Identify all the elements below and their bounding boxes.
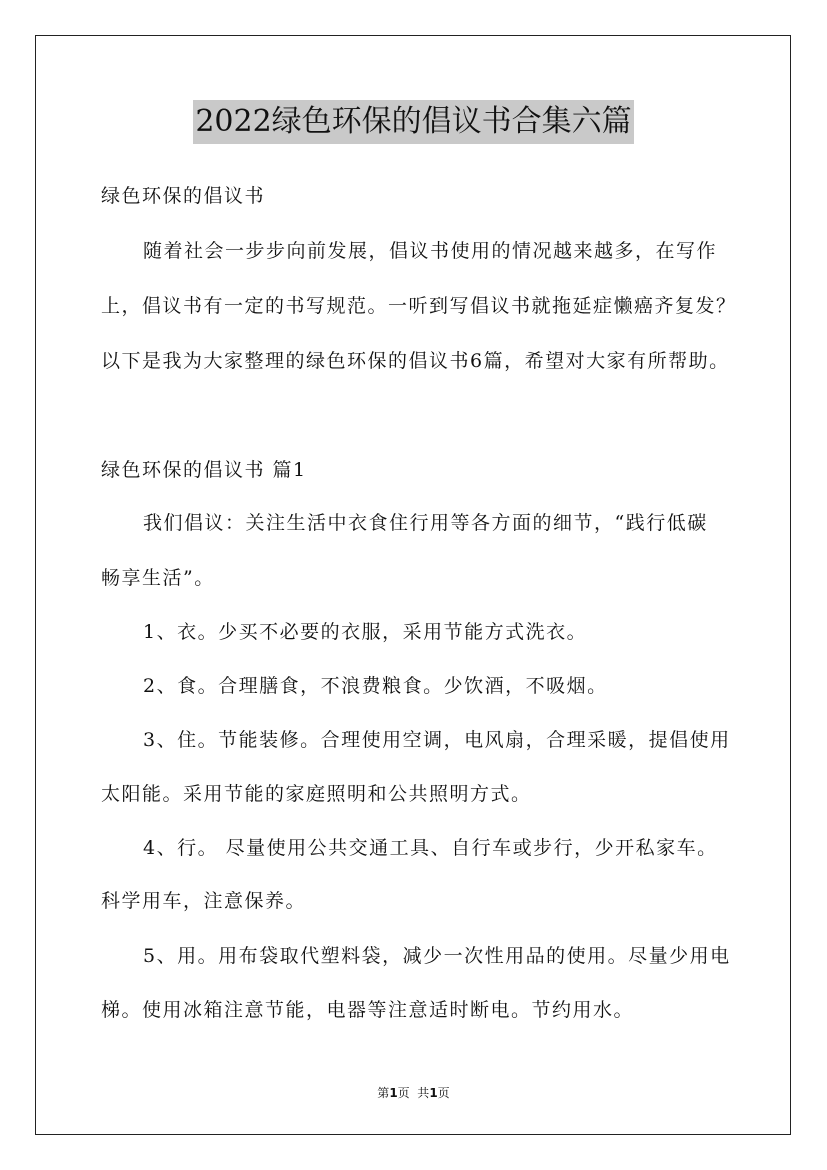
intro-line-3: 以下是我为大家整理的绿色环保的倡议书6篇，希望对大家有所帮助。	[101, 350, 730, 372]
section-heading: 绿色环保的倡议书 篇1	[101, 459, 307, 481]
body-line-4: 2、食。合理膳食，不浪费粮食。少饮酒，不吸烟。	[143, 675, 608, 697]
intro-heading: 绿色环保的倡议书	[101, 185, 266, 207]
body-line-8: 科学用车，注意保养。	[101, 890, 307, 912]
footer-label-post: 页	[437, 1086, 450, 1100]
body-line-2: 畅享生活”。	[101, 567, 215, 589]
body-line-6: 太阳能。采用节能的家庭照明和公共照明方式。	[101, 783, 532, 805]
body-line-5: 3、住。节能装修。合理使用空调，电风扇，合理采暖，提倡使用	[143, 729, 731, 751]
footer-label-pre: 第	[377, 1086, 390, 1100]
page-footer	[0, 1084, 827, 1101]
body-line-9: 5、用。用布袋取代塑料袋，减少一次性用品的使用。尽量少用电	[143, 945, 731, 967]
body-line-3: 1、衣。少买不必要的衣服，采用节能方式洗衣。	[143, 621, 588, 643]
body-line-7: 4、行。 尽量使用公共交通工具、自行车或步行，少开私家车。	[143, 837, 718, 859]
intro-line-2: 上，倡议书有一定的书写规范。一听到写倡议书就拖延症懒癌齐复发？	[101, 295, 737, 317]
footer-label-mid: 页 共	[397, 1086, 430, 1100]
footer-page-current: 1	[389, 1086, 398, 1100]
body-line-10: 梯。使用冰箱注意节能，电器等注意适时断电。节约用水。	[101, 999, 635, 1021]
document-title: 2022绿色环保的倡议书合集六篇	[193, 100, 633, 144]
body-line-1: 我们倡议：关注生活中衣食住行用等各方面的细节，“践行低碳	[143, 512, 708, 534]
footer-page-total: 1	[429, 1086, 438, 1100]
title-container	[0, 100, 827, 144]
intro-line-1: 随着社会一步步向前发展，倡议书使用的情况越来越多，在写作	[143, 240, 718, 262]
